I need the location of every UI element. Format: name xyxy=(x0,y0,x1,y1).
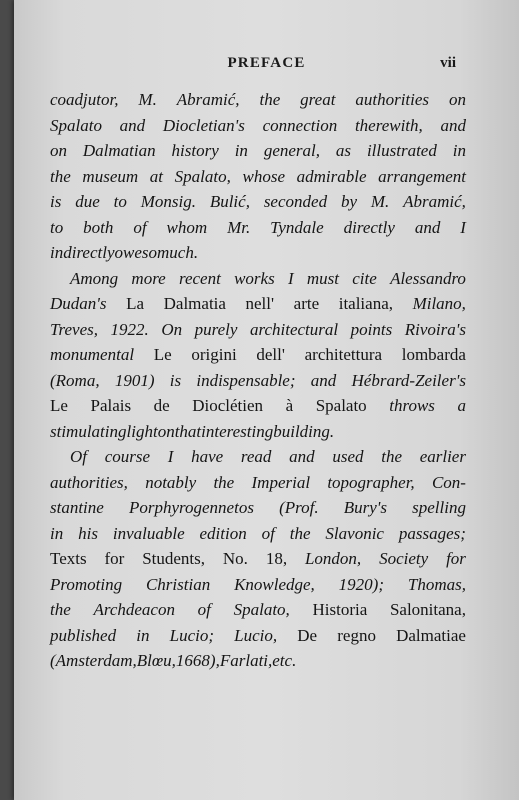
text-word: regno xyxy=(337,625,376,645)
text-word: history xyxy=(171,141,219,160)
text-word: published xyxy=(50,625,117,645)
text-word: cite xyxy=(352,268,377,288)
text-word: edition xyxy=(199,523,247,543)
text-word: Christian xyxy=(145,574,211,594)
text-word: of xyxy=(197,600,211,619)
text-word: indispensable; xyxy=(196,370,296,390)
text-word: the xyxy=(50,166,71,186)
text-word: due xyxy=(75,192,100,211)
text-word: light xyxy=(126,421,158,441)
text-line xyxy=(50,393,466,419)
text-line xyxy=(50,444,466,470)
text-word: 1901) xyxy=(114,370,155,390)
text-word: London, xyxy=(304,549,362,568)
text-word: nell' xyxy=(245,294,275,313)
text-word: No. xyxy=(222,549,248,568)
text-word: is xyxy=(50,192,62,211)
text-word: Historia xyxy=(312,600,368,619)
text-word: Society xyxy=(379,549,429,568)
text-word: stimulating xyxy=(50,421,127,441)
text-word: a xyxy=(457,396,466,415)
text-word: Milano, xyxy=(412,294,466,313)
text-word: Le xyxy=(153,345,172,364)
text-word: Of xyxy=(70,447,87,466)
text-word: on xyxy=(50,141,67,160)
text-word: earlier xyxy=(419,447,466,466)
text-word: building. xyxy=(273,421,335,441)
text-line xyxy=(50,87,466,113)
text-line xyxy=(50,572,466,598)
text-word: Alessandro xyxy=(390,268,466,288)
text-word: etc. xyxy=(272,651,297,670)
text-word: museum xyxy=(82,166,139,186)
text-word: points xyxy=(350,319,393,339)
text-word: both xyxy=(83,217,114,237)
text-line xyxy=(50,521,466,547)
text-word: read xyxy=(240,447,272,466)
text-word: I xyxy=(167,447,174,466)
text-line xyxy=(50,342,466,368)
text-word: Bulić, xyxy=(209,192,250,211)
text-word: of xyxy=(133,217,147,237)
text-word: owe xyxy=(114,243,142,262)
text-word: Tyndale xyxy=(270,217,324,237)
text-word: general, xyxy=(263,141,321,160)
text-word: purely xyxy=(194,319,238,339)
text-line xyxy=(50,189,466,215)
text-word: 1922. xyxy=(110,319,149,339)
text-word: is xyxy=(169,370,182,390)
text-word: Rivoira's xyxy=(404,319,466,339)
text-line xyxy=(50,368,466,394)
text-word: de xyxy=(153,396,170,415)
text-word: therewith, xyxy=(354,115,423,135)
text-line xyxy=(50,495,466,521)
text-word: Dalmatia xyxy=(163,294,226,313)
text-word: Dalmatiae xyxy=(396,625,466,645)
running-title: PREFACE xyxy=(227,55,306,71)
text-word: dell' xyxy=(256,345,285,364)
text-word: throws xyxy=(389,396,435,415)
text-word: Archdeacon xyxy=(93,600,175,619)
text-word: in xyxy=(452,141,466,160)
text-word: seconded xyxy=(263,192,328,211)
text-word: italiana, xyxy=(338,294,393,313)
text-word: and xyxy=(310,370,337,390)
text-word: monumental xyxy=(50,345,135,364)
text-word: Abramić, xyxy=(403,192,466,211)
text-word: Farlati, xyxy=(219,651,273,670)
text-word: (Amsterdam, xyxy=(50,651,137,670)
text-line xyxy=(50,470,466,496)
text-word: stantine xyxy=(50,498,104,517)
text-word: architettura xyxy=(304,345,383,364)
text-word: Con- xyxy=(431,472,466,492)
text-word: Le xyxy=(50,396,68,415)
text-word: on xyxy=(157,421,175,441)
text-line xyxy=(50,138,466,164)
text-word: illustrated xyxy=(366,141,437,160)
text-word: à xyxy=(285,396,294,415)
text-word: M. xyxy=(370,192,390,211)
text-word: Texts xyxy=(50,549,87,568)
text-word: Spalato xyxy=(50,115,102,135)
text-word: more xyxy=(131,268,166,288)
text-word: Dudan's xyxy=(50,294,107,313)
text-word: De xyxy=(297,625,318,645)
text-word: at xyxy=(149,166,164,186)
text-word: Diocletian's xyxy=(162,115,245,135)
text-word: Dalmatian xyxy=(82,141,156,160)
text-word: Treves, xyxy=(50,319,99,339)
text-word: topographer, xyxy=(327,472,415,492)
text-word: recent xyxy=(178,268,221,288)
text-word: Mr. xyxy=(227,217,251,237)
text-word: the xyxy=(289,523,311,543)
text-word: for xyxy=(104,549,125,568)
text-word: admirable xyxy=(296,166,367,186)
text-word: and xyxy=(440,115,466,135)
text-word: I xyxy=(460,217,466,237)
text-word: (Roma, xyxy=(50,370,100,390)
text-word: the xyxy=(213,472,235,492)
text-line xyxy=(50,317,466,343)
text-word: that xyxy=(174,421,202,441)
text-word: works xyxy=(234,268,275,288)
text-word: on xyxy=(448,90,466,109)
text-word: lombarda xyxy=(401,345,466,364)
text-word: Imperial xyxy=(251,472,311,492)
text-word: in xyxy=(234,141,248,160)
text-word: the xyxy=(259,90,281,109)
text-word: Spalato, xyxy=(233,600,290,619)
text-word: directly xyxy=(343,217,395,237)
text-word: whose xyxy=(242,166,285,186)
text-word: Among xyxy=(70,268,119,288)
text-word: Hébrard-Zeiler's xyxy=(351,370,466,390)
text-word: to xyxy=(113,192,127,211)
text-line xyxy=(50,215,466,241)
text-word: the xyxy=(50,600,71,619)
text-line xyxy=(50,597,466,623)
text-word: Palais xyxy=(90,396,132,415)
text-word: and xyxy=(414,217,441,237)
text-line xyxy=(50,623,466,649)
text-word: indirectly xyxy=(50,243,115,262)
text-word: Knowledge, xyxy=(234,574,315,594)
text-line xyxy=(50,419,466,445)
text-word: M. xyxy=(138,90,157,109)
text-word: coadjutor, xyxy=(50,90,119,109)
text-line xyxy=(50,266,466,292)
text-word: Spalato xyxy=(315,396,367,415)
text-word: of xyxy=(261,523,275,543)
text-word: 1920); xyxy=(338,574,384,594)
text-line xyxy=(50,240,466,266)
text-word: Slavonic xyxy=(325,523,384,543)
text-word: Students, xyxy=(142,549,206,568)
text-word: I xyxy=(287,268,294,288)
text-word: arte xyxy=(293,294,320,313)
text-line xyxy=(50,648,466,674)
text-word: have xyxy=(191,447,224,466)
text-word: Monsig. xyxy=(140,192,196,211)
text-word: in xyxy=(50,523,64,543)
text-word: course xyxy=(104,447,151,466)
text-word: authorities xyxy=(355,90,430,109)
text-word: connection xyxy=(262,115,338,135)
book-page xyxy=(14,0,519,800)
text-word: and xyxy=(119,115,146,135)
text-word: Lucio, xyxy=(234,625,278,645)
text-word: great xyxy=(300,90,336,109)
text-word: for xyxy=(446,549,466,568)
text-word: Lucio; xyxy=(169,625,215,645)
text-word: architectural xyxy=(249,319,339,339)
text-line xyxy=(50,291,466,317)
text-word: used xyxy=(332,447,364,466)
text-word: Salonitana, xyxy=(389,600,466,619)
text-word: invaluable xyxy=(112,523,185,543)
text-word: much. xyxy=(157,243,199,262)
text-word: Blœu, xyxy=(136,651,176,670)
text-line xyxy=(50,113,466,139)
text-word: passages; xyxy=(398,523,466,543)
body-text xyxy=(50,87,466,674)
text-word: and xyxy=(289,447,315,466)
text-word: must xyxy=(306,268,340,288)
text-word: Bury's xyxy=(343,498,387,517)
text-word: authorities, xyxy=(50,472,128,492)
text-line xyxy=(50,546,466,572)
text-word: to xyxy=(50,217,64,237)
text-word: by xyxy=(340,192,357,211)
page-number: vii xyxy=(440,55,456,71)
text-word: interesting xyxy=(201,421,274,441)
text-word: On xyxy=(161,319,183,339)
text-word: Dioclétien xyxy=(192,396,264,415)
text-word: whom xyxy=(166,217,208,237)
text-word: so xyxy=(141,243,158,262)
text-word: Porphyrogennetos xyxy=(128,498,254,517)
text-word: origini xyxy=(191,345,237,364)
text-word: 18, xyxy=(265,549,288,568)
text-word: 1668), xyxy=(175,651,220,670)
text-word: as xyxy=(335,141,352,160)
text-word: his xyxy=(78,523,98,543)
running-header xyxy=(14,55,519,77)
text-word: Thomas, xyxy=(407,574,466,594)
text-word: Promoting xyxy=(50,574,123,594)
text-word: in xyxy=(136,625,150,645)
text-line xyxy=(50,164,466,190)
text-word: the xyxy=(381,447,402,466)
text-word: La xyxy=(126,294,145,313)
text-word: arrangement xyxy=(378,166,466,186)
text-word: spelling xyxy=(412,498,466,517)
text-word: Spalato, xyxy=(174,166,231,186)
text-word: (Prof. xyxy=(279,498,319,517)
text-word: notably xyxy=(145,472,197,492)
text-word: Abramić, xyxy=(176,90,240,109)
